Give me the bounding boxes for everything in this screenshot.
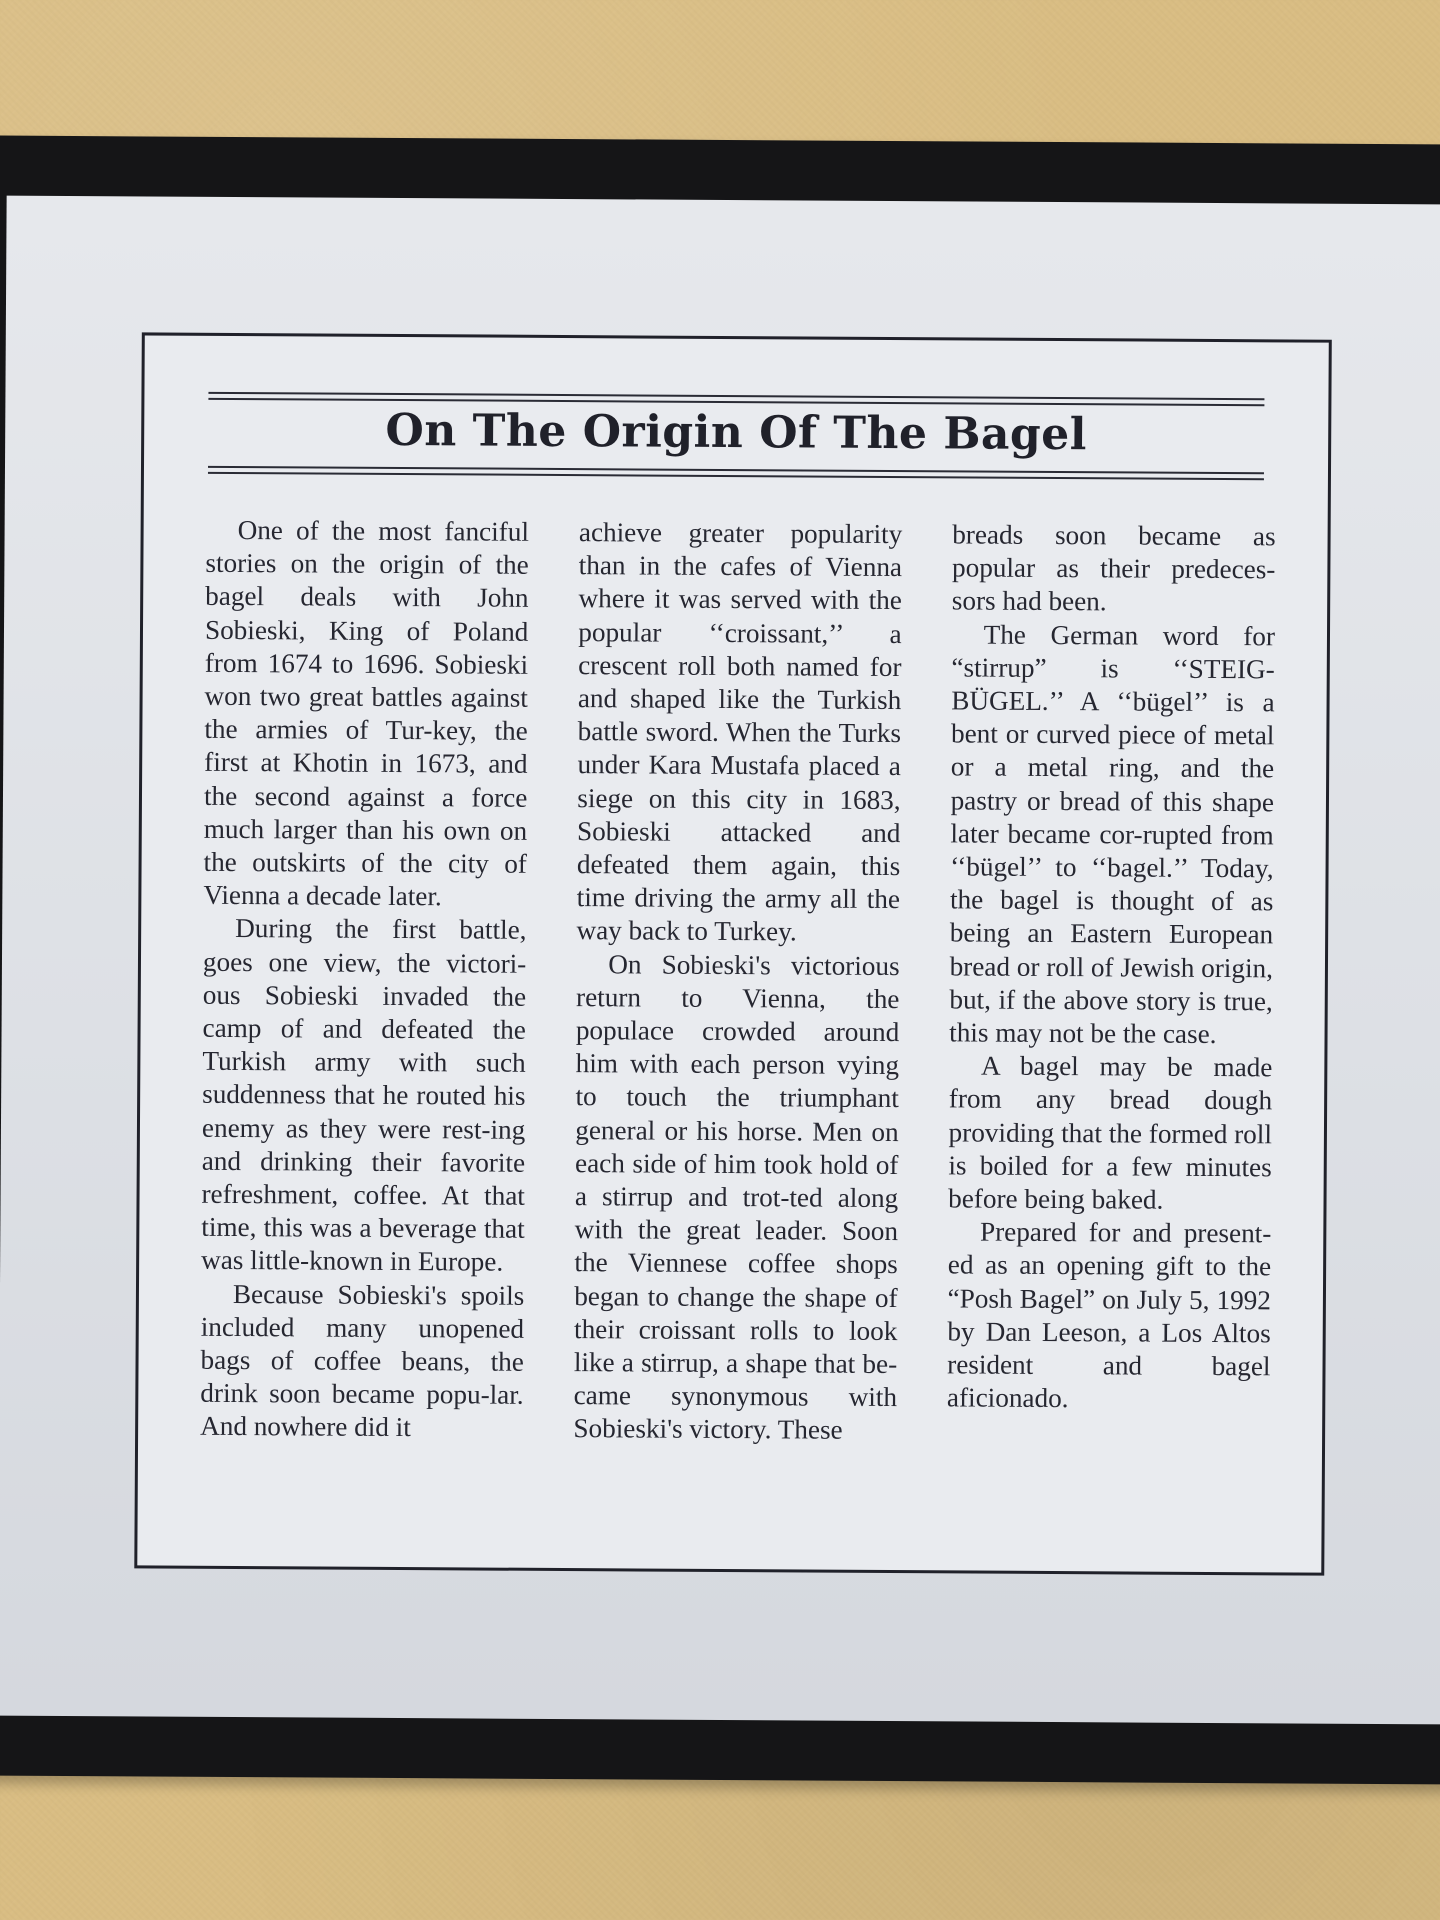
article-column-1 [200, 514, 529, 1446]
article-credit: Prepared for and present-ed as an opening gift to the “Posh Bagel” on July 5, 1992 by Dan Leeson, a Los Altos resident and bagel aficionado. [946, 1216, 1272, 1414]
article-paragraph: A bagel may be made from any bread dough providing that the formed roll is boiled for a few minutes before being baked. [948, 1050, 1273, 1215]
picture-frame [0, 135, 1440, 1784]
article-paragraph: During the first battle, goes one view, the victori-ous Sobieski invaded the camp of and defeated the Turkish army with such suddenness that he routed his enemy as they were rest-ing and drinking their favorite refreshment, coffee. At that time, this was a beverage that was little-known in Europe. [201, 913, 527, 1278]
article-title: On The Origin Of The Bagel [385, 404, 1088, 461]
article-paragraph: Because Sobieski's spoils included many unopened bags of coffee beans, the drink soon became popu-lar. And nowhere did it [200, 1278, 525, 1443]
article-columns [200, 514, 1276, 1450]
title-rule-bottom [208, 466, 1264, 480]
article-column-3 [947, 518, 1276, 1450]
frame-mat [0, 196, 1440, 1725]
article-paragraph: breads soon became as popular as their predeces-sors had been. [951, 519, 1276, 617]
article-paragraph: One of the most fanciful stories on the origin of the bagel deals with John Sobieski, King of Poland from 1674 to 1696. Sobieski won two great battles against the armies of Tur-key, the first at Khotin in 1673, and the second against a force much larger than his own on the outskirts of the city of Vienna a decade later. [203, 515, 530, 912]
article-paragraph: On Sobieski's victorious return to Vienna, the populace crowded around him with each person vying to touch the triumphant general or his horse. Men on each side of him took hold of a stirrup and trot-ted along with the great leader. Soon the Viennese coffee shops began to change the shape of their croissant rolls to look like a stirrup, a shape that be-came synonymous with Sobieski's victory. These [573, 948, 900, 1446]
article-paragraph: achieve greater popularity than in the cafes of Vienna where it was served with the popular ‘‘croissant,’’ a crescent roll both named for and shaped like the Turkish battle sword. When the Turks under Kara Mustafa placed a siege on this city in 1683, Sobieski attacked and defeated them again, this time driving the army all the way back to Turkey. [576, 517, 903, 947]
article-column-2 [573, 516, 902, 1448]
article-panel [134, 332, 1332, 1575]
article-paragraph: The German word for “stirrup” is ‘‘STEIG-BÜGEL.’’ A ‘‘bügel’’ is a bent or curved piece of metal or a metal ring, and the pastry or bread of this shape later became cor-rupted from ‘‘bügel’’ to ‘‘bagel.’’ Today, the bagel is thought of as being an Eastern European bread or roll of Jewish origin, but, if the above story is true, this may not be the case. [949, 619, 1276, 1050]
